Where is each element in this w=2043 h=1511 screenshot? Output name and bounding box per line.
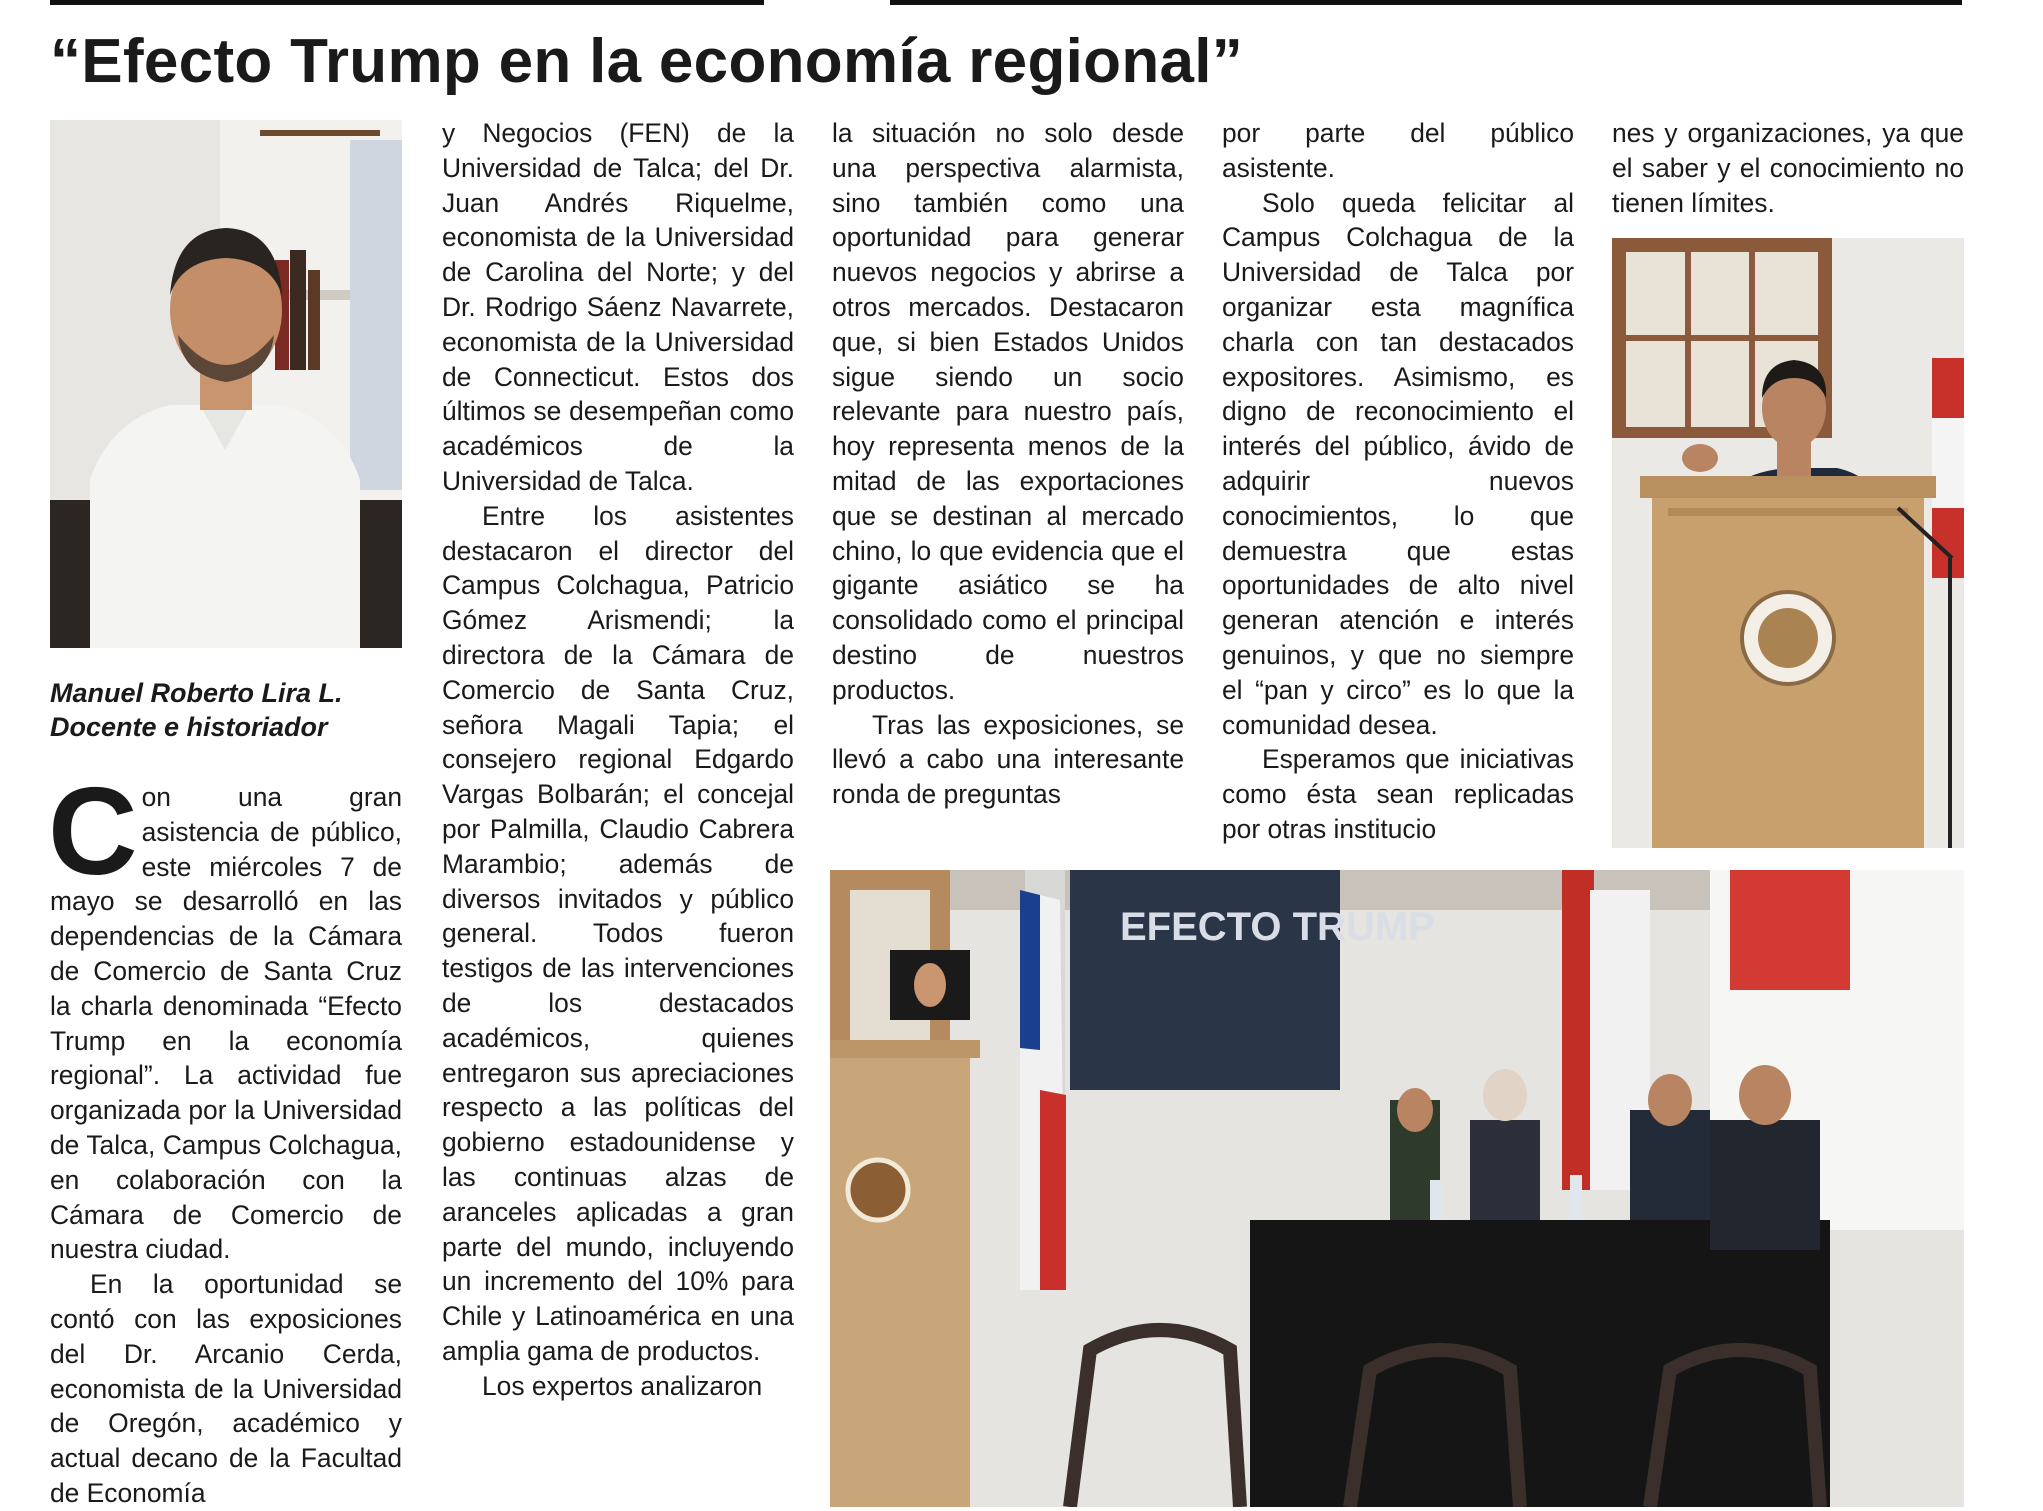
paragraph: Entre los asistentes destacaron el director del Campus Colchagua, Patricio Gómez Arismendi; la directora de la Cámara de Comercio de Santa Cruz, señora Magali Tapia; el consejero regional Edgardo Vargas Bolbarán; el concejal por Palmilla, Claudio Cabrera Marambio; además de diversos invitados y público general. Todos fueron testigos de las intervenciones de los destacados académicos, quienes entregaron sus apreciaciones respecto a las políticas del gobierno estadounidense y las continuas alzas de aranceles aplicadas a gran parte del mundo, incluyendo un incremento del 10% para Chile y Latinoamérica en una amplia gama de productos. xyxy=(442,500,794,1366)
paragraph: y Negocios (FEN) de la Universidad de Talca; del Dr. Juan Andrés Riquelme, economista de la Universidad de Carolina del Norte; y del Dr. Rodrigo Sáenz Navarrete, economista de la Universidad de Connecticut. Estos dos últimos se desempeñan como académicos de la Universidad de Talca. xyxy=(442,118,794,496)
paragraph: nes y organizaciones, ya que el saber y el conocimiento no tienen límites. xyxy=(1612,118,1964,218)
paragraph: la situación no solo desde una perspectiva alarmista, sino también como una oportunidad para generar nuevos negocios y abrirse a otros mercados. Destacaron que, si bien Estados Unidos sigue siendo un socio relevante para nuestro país, hoy representa menos de la mitad de las exportaciones que se destinan al mercado chino, lo que evidencia que el gigante asiático se ha consolidado como el principal destino de nuestros productos. xyxy=(832,118,1184,705)
article-column-1 xyxy=(48,763,402,1511)
screen-title: EFECTO TRUMP xyxy=(1120,905,1435,949)
drop-cap: C xyxy=(48,763,138,901)
article-column-5 xyxy=(1612,116,1964,220)
author-photo xyxy=(50,120,402,648)
author-name: Manuel Roberto Lira L. xyxy=(50,678,343,708)
article-column-3 xyxy=(832,116,1184,812)
byline xyxy=(50,676,402,744)
paragraph: por parte del público asistente. xyxy=(1222,118,1574,183)
paragraph: Solo queda felicitar al Campus Colchagua de la Universidad de Talca por organizar esta magnífica charla con tan destacados expositores. Asimismo, es digno de reconocimiento el interés del público, ávido de adquirir nuevos conocimientos, lo que demuestra que estas oportunidades de alto nivel generan atención e interés genuinos, y que no siempre el “pan y circo” es lo que la comunidad desea. xyxy=(1222,187,1574,740)
paragraph: En la oportunidad se contó con las exposiciones del Dr. Arcanio Cerda, economista de la Universidad de Oregón, académico y actual decano de la Facultad de Economía xyxy=(50,1269,402,1508)
panel-photo xyxy=(830,870,1964,1507)
paragraph-text: on una gran asistencia de público, este miércoles 7 de mayo se desarrolló en las dependencias de la Cámara de Comercio de Santa Cruz la charla denominada “Efecto Trump en la economía regional”. La actividad fue organizada por la Universidad de Talca, Campus Colchagua, en colaboración con la Cámara de Comercio de nuestra ciudad. xyxy=(50,782,402,1265)
top-rule-left xyxy=(50,0,764,5)
paragraph: Esperamos que iniciativas como ésta sean replicadas por otras institucio xyxy=(1222,744,1574,844)
paragraph xyxy=(48,763,402,1267)
paragraph: Tras las exposiciones, se llevó a cabo una interesante ronda de preguntas xyxy=(832,709,1184,810)
author-role: Docente e historiador xyxy=(50,712,328,742)
article-headline: “Efecto Trump en la economía regional” xyxy=(50,27,1244,96)
speaker-photo xyxy=(1612,238,1964,848)
article-column-4 xyxy=(1222,116,1574,847)
paragraph: Los expertos analizaron xyxy=(482,1370,763,1401)
article-column-2 xyxy=(442,116,794,1403)
top-rule-right xyxy=(890,0,1962,5)
